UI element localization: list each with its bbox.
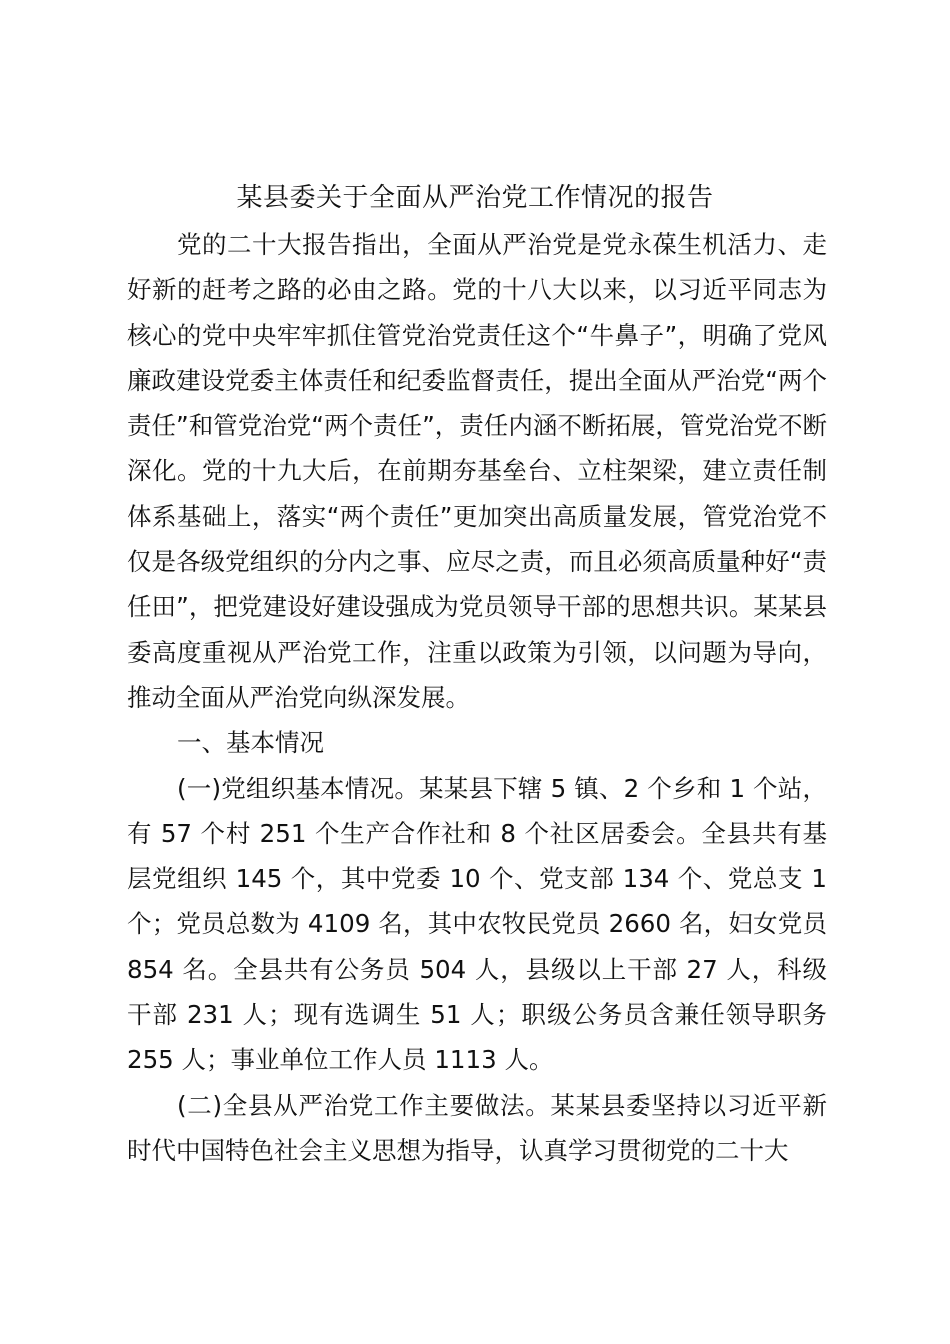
main-practices-paragraph: (二)全县从严治党工作主要做法。某某县委坚持以习近平新时代中国特色社会主义思想为指导，认真学习贯彻党的二十大: [127, 1090, 827, 1165]
document-title: 某县委关于全面从严治党工作情况的报告: [236, 183, 714, 213]
intro-paragraph: 党的二十大报告指出，全面从严治党是党永葆生机活力、走好新的赶考之路的必由之路。党的十八大以来，以习近平同志为核心的党中央牢牢抓住管党治党责任这个“牛鼻子”，明确了党风廉政建设党委主体责任和纪委监督责任，提出全面从严治党“两个责任”和管党治党“两个责任”，责任内涵不断拓展，管党治党不断深化。党的十九大后，在前期夯基垒台、立柱架梁，建立责任制体系基础上，落实“两个责任”更加突出高质量发展，管党治党不仅是各级党组织的分内之事、应尽之责，而且必须高质量种好“责任田”，把党建设好建设强成为党员领导干部的思想共识。某某县委高度重视从严治党工作，注重以政策为引领，以问题为导向，推动全面从严治党向纵深发展。: [127, 230, 827, 712]
section-heading-basic-situation: 一、基本情况: [177, 728, 324, 758]
party-organization-paragraph: (一)党组织基本情况。某某县下辖 5 镇、2 个乡和 1 个站，有 57 个村 251 个生产合作社和 8 个社区居委会。全县共有基层党组织 145 个，其中党委 10 个、党支部 134 个、党总支 1 个；党员总数为 4109 名，其中农牧民党员 2660 名，妇女党员 854 名。全县共有公务员 504 人，县级以上干部 27 人，科级干部 231 人；现有选调生 51 人；职级公务员含兼任领导职务 255 人；事业单位工作人员 1113 人。: [127, 773, 827, 1075]
document-body: [127, 222, 827, 1173]
